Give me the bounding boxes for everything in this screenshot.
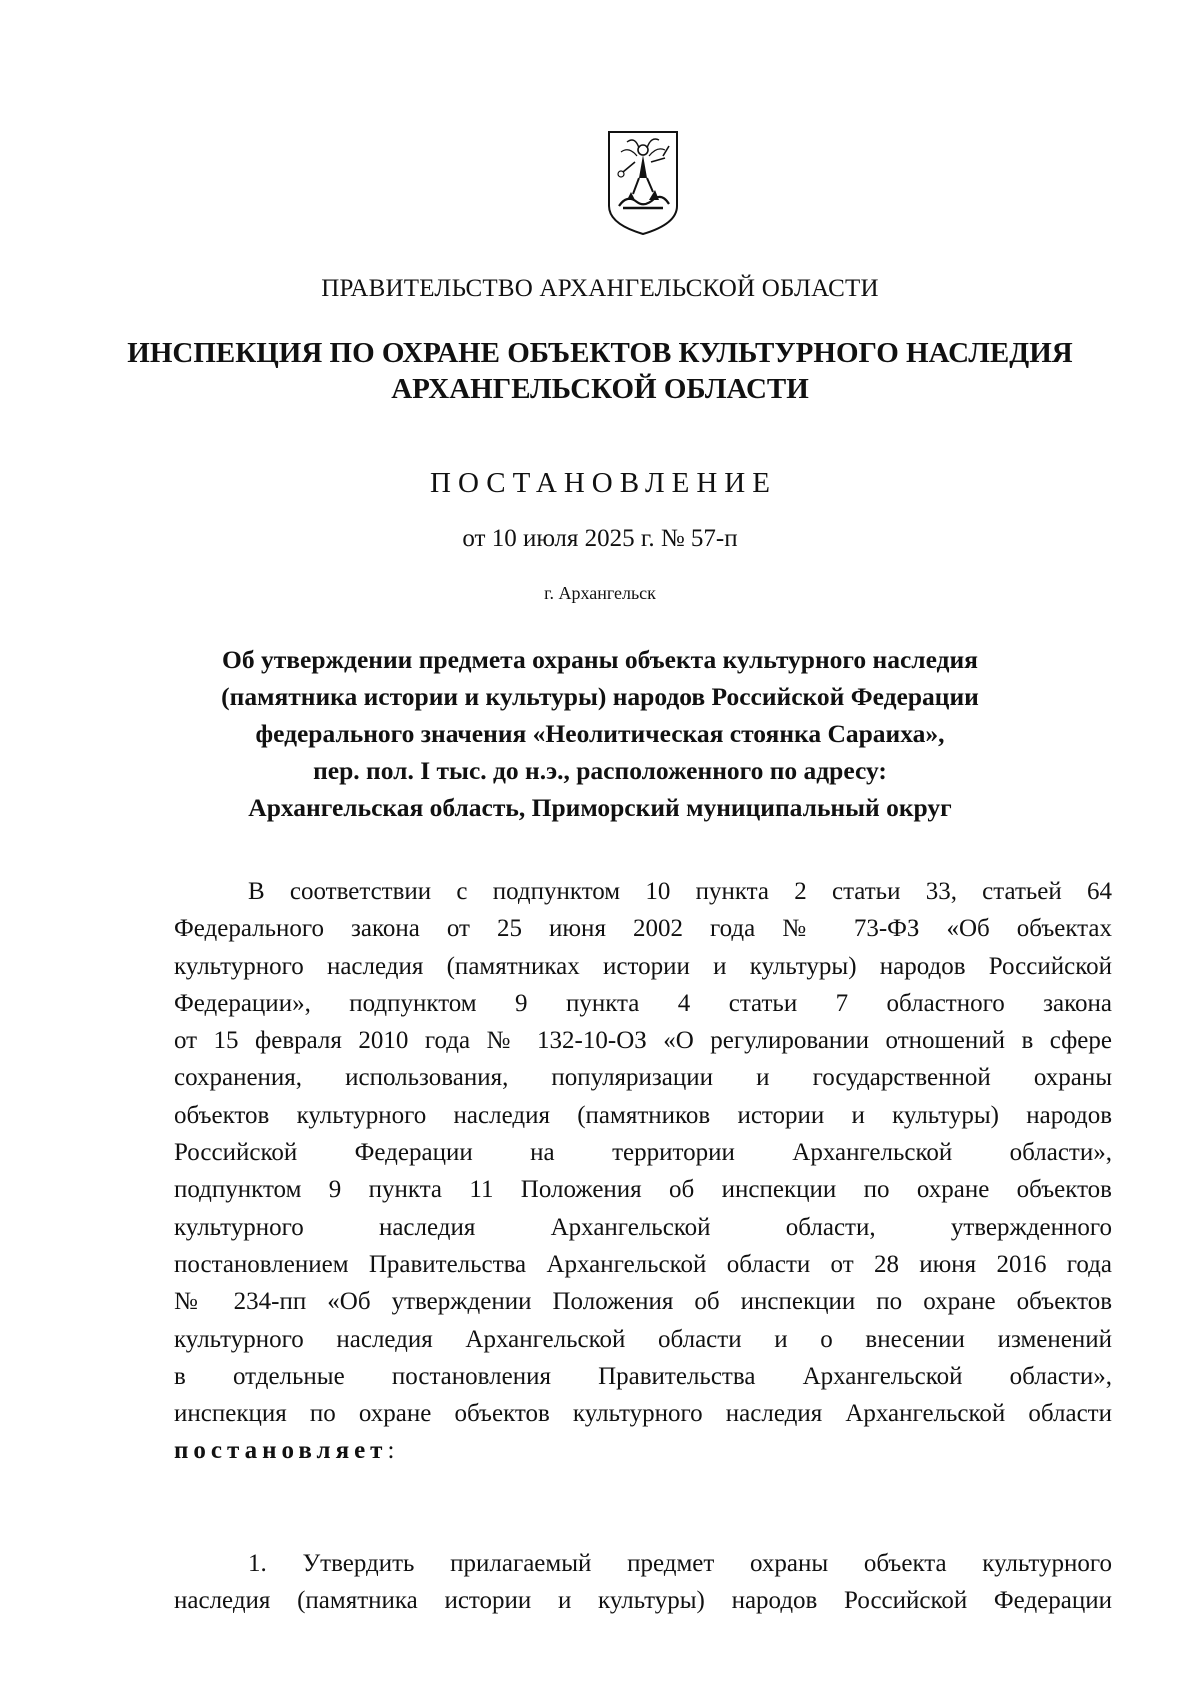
body-line: Федерального закона от 25 июня 2002 года № 73-ФЗ «Об объектах [174, 915, 1112, 943]
title-line: федерального значения «Неолитическая стоянка Сараиха», [255, 719, 945, 748]
clause-1-paragraph [174, 1545, 1112, 1620]
body-line: культурного наследия Архангельской области, утвержденного [174, 1213, 1112, 1241]
body-line: В соответствии с подпунктом 10 пункта 2 статьи 33, статьей 64 [248, 878, 1112, 905]
inspection-name-line-1: ИНСПЕКЦИЯ ПО ОХРАНЕ ОБЪЕКТОВ КУЛЬТУРНОГО НАСЛЕДИЯ [127, 337, 1073, 369]
title-line: (памятника истории и культуры) народов Российской Федерации [221, 682, 979, 711]
resolves-line [174, 1432, 1112, 1469]
title-line: пер. пол. I тыс. до н.э., расположенного по адресу: [313, 756, 887, 785]
body-line: сохранения, использования, популяризации и государственной охраны [174, 1064, 1112, 1092]
body-line: 1. Утвердить прилагаемый предмет охраны объекта культурного [248, 1550, 1112, 1577]
body-line: от 15 февраля 2010 года № 132-10-ОЗ «О регулировании отношений в сфере [174, 1027, 1112, 1055]
body-line: в отдельные постановления Правительства Архангельской области», [174, 1362, 1112, 1390]
body-line: Федерации», подпунктом 9 пункта 4 статьи 7 областного закона [174, 989, 1112, 1017]
title-line: Архангельская область, Приморский муниципальный округ [248, 793, 952, 822]
body-line: подпунктом 9 пункта 11 Положения об инспекции по охране объектов [174, 1176, 1112, 1204]
document-city: г. Архангельск [544, 583, 656, 603]
body-line: № 234-пп «Об утверждении Положения об инспекции по охране объектов [174, 1288, 1112, 1316]
body-line: Российской Федерации на территории Архангельской области», [174, 1139, 1112, 1167]
body-line: наследия (памятника истории и культуры) народов Российской Федерации [174, 1587, 1112, 1615]
document-date-number: от 10 июля 2025 г. № 57-п [462, 525, 738, 552]
inspection-name-line-2: АРХАНГЕЛЬСКОЙ ОБЛАСТИ [391, 373, 809, 405]
government-name: ПРАВИТЕЛЬСТВО АРХАНГЕЛЬСКОЙ ОБЛАСТИ [321, 275, 879, 302]
coat-of-arms-icon [605, 128, 681, 238]
body-line: инспекция по охране объектов культурного наследия Архангельской области [174, 1400, 1112, 1428]
resolves-word: постановляет [174, 1437, 388, 1465]
resolves-colon: : [387, 1437, 395, 1465]
body-line: культурного наследия (памятниках истории и культуры) народов Российской [174, 952, 1112, 980]
body-line: постановлением Правительства Архангельской области от 28 июня 2016 года [174, 1250, 1112, 1278]
body-line: культурного наследия Архангельской области и о внесении изменений [174, 1325, 1112, 1353]
body-line: объектов культурного наследия (памятников истории и культуры) народов [174, 1101, 1112, 1129]
title-line: Об утверждении предмета охраны объекта культурного наследия [222, 645, 978, 674]
document-type: ПОСТАНОВЛЕНИЕ [430, 467, 777, 499]
preamble-paragraph [174, 873, 1112, 1470]
document-title [0, 641, 1200, 826]
